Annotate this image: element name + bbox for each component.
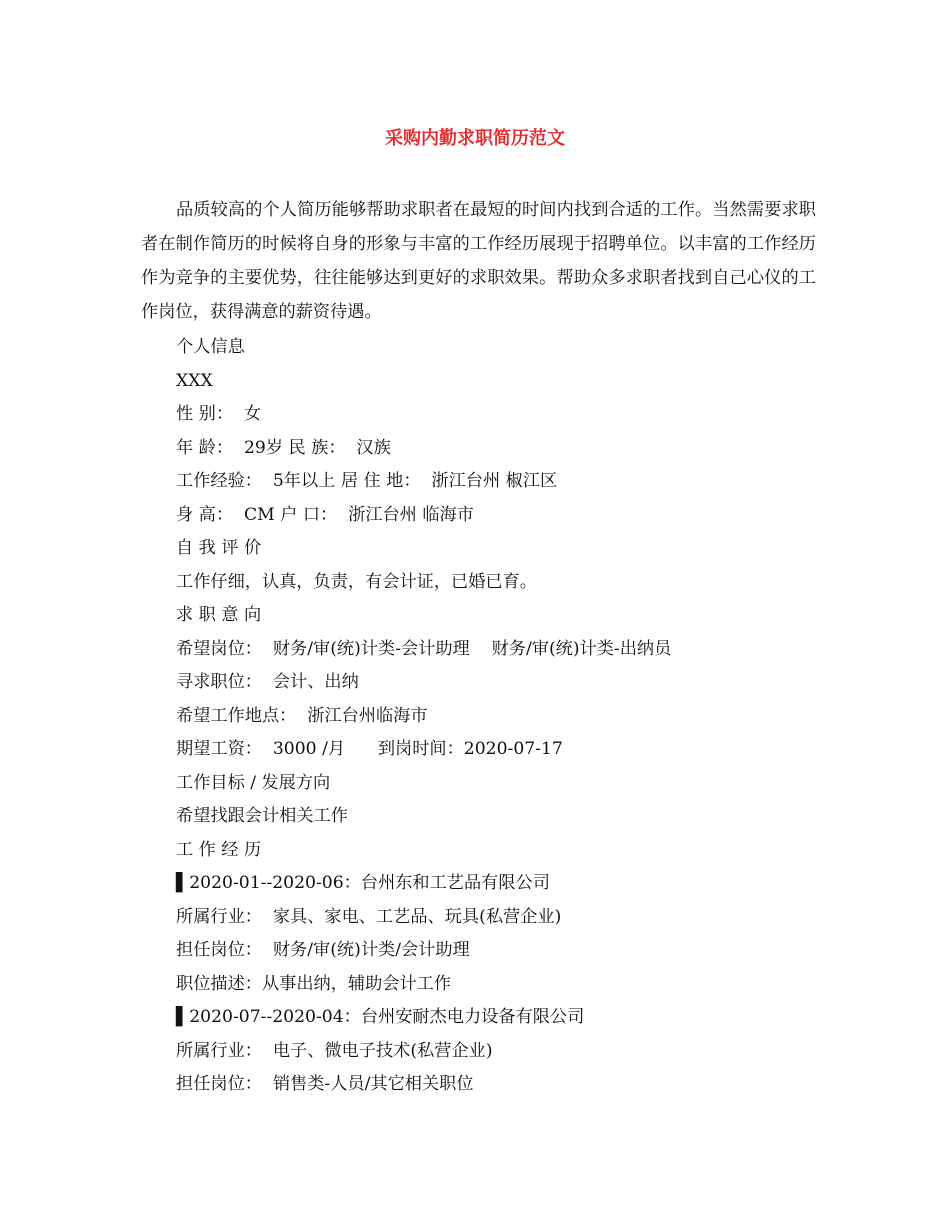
section-heading-career-goal: 工作目标 / 发展方向	[176, 772, 331, 793]
section-heading-personal-info: 个人信息	[176, 337, 245, 357]
job-2-industry: 所属行业： 电子、微电子技术(私营企业)	[176, 1040, 493, 1061]
career-goal-text: 希望找跟会计相关工作	[176, 806, 348, 826]
document-title: 采购内勤求职简历范文	[385, 128, 565, 149]
section-heading-job-intention: 求 职 意 向	[176, 605, 262, 625]
section-heading-work-experience: 工 作 经 历	[176, 839, 262, 860]
job-1-period-company: ▌2020-01--2020-06：台州东和工艺品有限公司	[176, 873, 550, 893]
gender-line: 性 别： 女	[176, 404, 262, 424]
name-line: XXX	[176, 370, 213, 391]
age-ethnicity-line: 年 龄： 29岁 民 族： 汉族	[176, 437, 391, 458]
desired-position-line: 希望岗位： 财务/审(统)计类-会计助理 财务/审(统)计类-出纳员	[176, 638, 672, 659]
intro-paragraph: 品质较高的个人简历能够帮助求职者在最短的时间内找到合适的工作。当然需要求职者在制作简历的时候将自身的形象与丰富的工作经历展现于招聘单位。以丰富的工作经历作为竞争的主要优势，往往能够达到更好的求职效果。帮助众多求职者找到自己心仪的工作岗位，获得满意的薪资待遇。	[141, 200, 816, 322]
self-evaluation-text: 工作仔细，认真，负责，有会计证，已婚已育。	[176, 571, 537, 592]
job-1-industry: 所属行业： 家具、家电、工艺品、玩具(私营企业)	[176, 906, 562, 927]
height-hukou-line: 身 高： CM 户 口： 浙江台州 临海市	[176, 504, 474, 525]
experience-residence-line: 工作经验： 5年以上 居 住 地： 浙江台州 椒江区	[176, 471, 558, 491]
sought-position-line: 寻求职位： 会计、出纳	[176, 672, 359, 692]
resume-lines	[176, 331, 816, 1102]
salary-start-date-line: 期望工资： 3000 /月 到岗时间：2020-07-17	[176, 739, 563, 759]
job-1-description: 职位描述：从事出纳，辅助会计工作	[176, 973, 452, 994]
job-2-position: 担任岗位： 销售类-人员/其它相关职位	[176, 1074, 474, 1094]
job-2-period-company: ▌2020-07--2020-04：台州安耐杰电力设备有限公司	[176, 1007, 585, 1027]
section-heading-self-evaluation: 自 我 评 价	[176, 538, 262, 558]
job-1-position: 担任岗位： 财务/审(统)计类/会计助理	[176, 940, 470, 960]
desired-location-line: 希望工作地点： 浙江台州临海市	[176, 705, 428, 726]
